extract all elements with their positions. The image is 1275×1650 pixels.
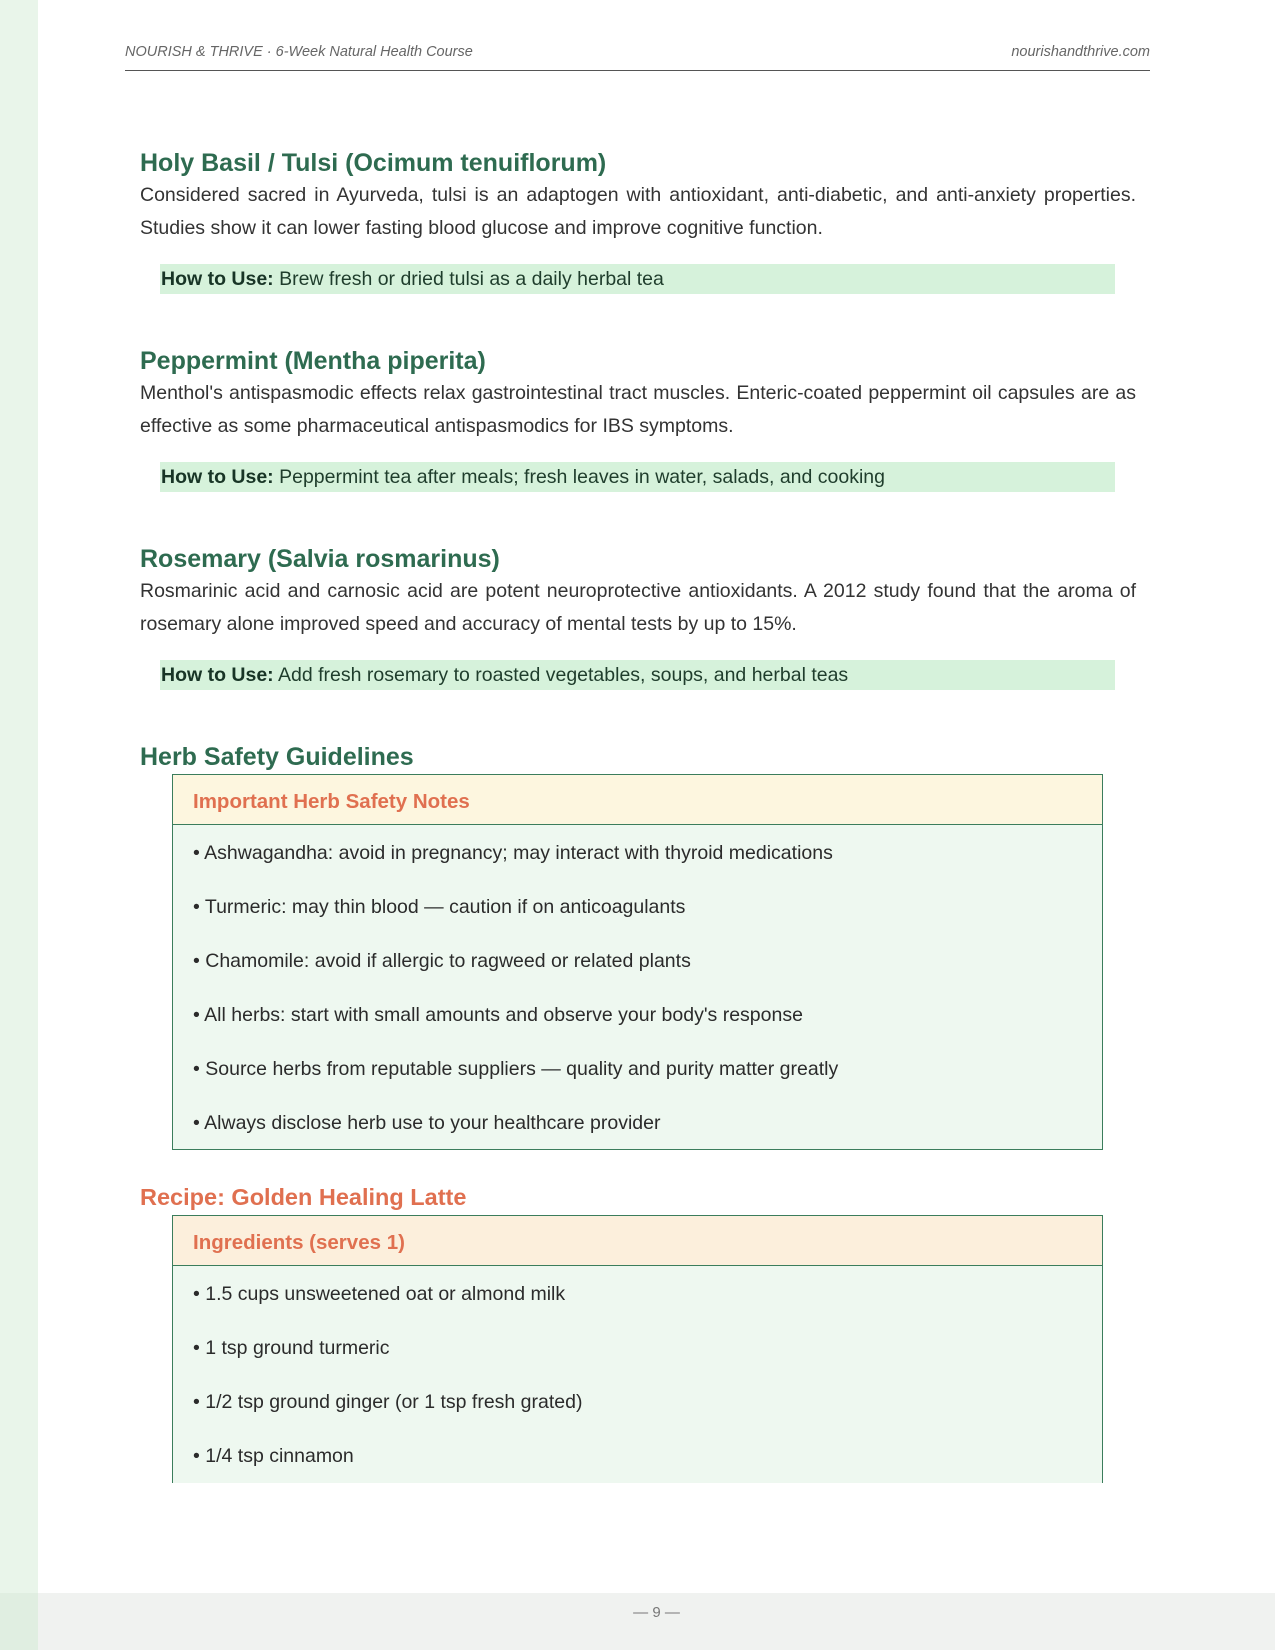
list-item: • 1/2 tsp ground ginger (or 1 tsp fresh grated) (193, 1391, 583, 1413)
ingredients-list (173, 1266, 1102, 1482)
safety-section-title: Herb Safety Guidelines (140, 743, 414, 771)
page-header (125, 42, 1150, 71)
herb-title-peppermint: Peppermint (Mentha piperita) (140, 347, 486, 375)
howto-text: Peppermint tea after meals; fresh leaves in water, salads, and cooking (273, 466, 885, 488)
howto-label: How to Use: (161, 466, 274, 488)
header-website: nourishandthrive.com (1011, 44, 1150, 60)
footer-stripe (0, 1593, 38, 1650)
safety-notes-box (172, 774, 1103, 1150)
header-course-title: NOURISH & THRIVE · 6-Week Natural Health Course (125, 44, 473, 60)
herb-title-tulsi: Holy Basil / Tulsi (Ocimum tenuiflorum) (140, 149, 607, 177)
howto-peppermint (160, 462, 1115, 492)
howto-tulsi (160, 264, 1115, 294)
list-item: • Turmeric: may thin blood — caution if on anticoagulants (193, 896, 686, 918)
howto-text: Add fresh rosemary to roasted vegetables, soups, and herbal teas (273, 664, 849, 686)
page-number: — 9 — (633, 1604, 680, 1621)
ingredients-box-title: Ingredients (serves 1) (173, 1216, 1102, 1266)
list-item: • Always disclose herb use to your healthcare provider (193, 1112, 661, 1134)
howto-label: How to Use: (161, 268, 274, 290)
list-item: • All herbs: start with small amounts and observe your body's response (193, 1004, 803, 1026)
howto-rosemary (160, 660, 1115, 690)
howto-label: How to Use: (161, 664, 274, 686)
safety-box-title: Important Herb Safety Notes (173, 775, 1102, 825)
list-item: • Source herbs from reputable suppliers — quality and purity matter greatly (193, 1058, 839, 1080)
list-item: • 1/4 tsp cinnamon (193, 1445, 354, 1467)
list-item: • 1.5 cups unsweetened oat or almond milk (193, 1283, 566, 1305)
list-item: • Ashwagandha: avoid in pregnancy; may interact with thyroid medications (193, 842, 833, 864)
herb-body-rosemary: Rosmarinic acid and carnosic acid are potent neuroprotective antioxidants. A 2012 study found that the aroma of rosemary alone improved speed and accuracy of mental tests by up to 15%. (140, 580, 1136, 635)
list-item: • Chamomile: avoid if allergic to ragweed or related plants (193, 950, 691, 972)
page-footer (38, 1593, 1275, 1650)
safety-list (173, 825, 1102, 1149)
recipe-ingredients-box (172, 1215, 1103, 1483)
herb-body-peppermint: Menthol's antispasmodic effects relax gastrointestinal tract muscles. Enteric-coated peppermint oil capsules are as effective as some pharmaceutical antispasmodics for IBS symptoms. (140, 382, 1136, 437)
recipe-title: Recipe: Golden Healing Latte (140, 1184, 467, 1210)
herb-body-tulsi: Considered sacred in Ayurveda, tulsi is an adaptogen with antioxidant, anti-diabetic, and anti-anxiety properties. Studies show it can lower fasting blood glucose and improve cognitive function. (140, 184, 1136, 239)
howto-text: Brew fresh or dried tulsi as a daily herbal tea (273, 268, 664, 290)
list-item: • 1 tsp ground turmeric (193, 1337, 390, 1359)
herb-title-rosemary: Rosemary (Salvia rosmarinus) (140, 545, 500, 573)
left-margin-stripe (0, 0, 38, 1650)
